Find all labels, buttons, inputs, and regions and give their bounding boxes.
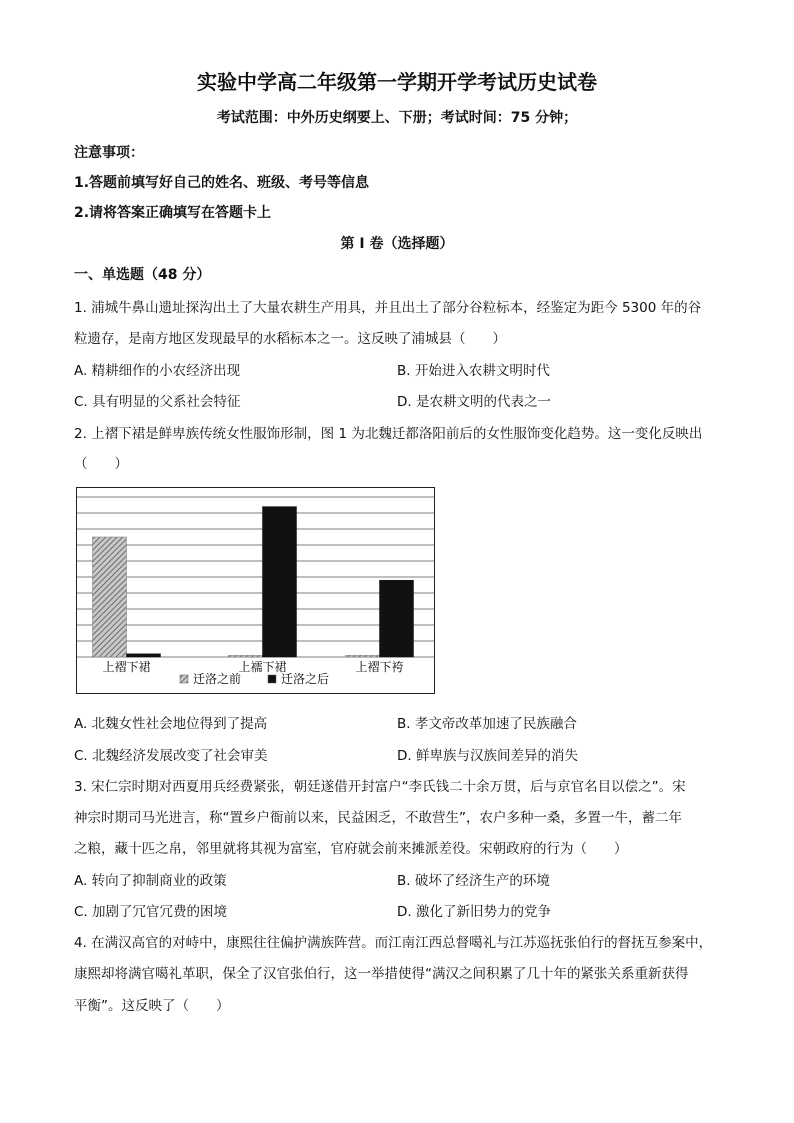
option-a[interactable]: A. 北魏女性社会地位得到了提高	[74, 716, 268, 732]
legend-swatch	[180, 675, 188, 683]
legend-label: 迁洛之前	[193, 672, 242, 686]
x-tick-label: 上襦下裙	[238, 660, 287, 674]
page-title: 实验中学高二年级第一学期开学考试历史试卷	[197, 70, 597, 94]
x-tick-label: 上褶下裙	[102, 660, 151, 674]
notice-item: 1.答题前填写好自己的姓名、班级、考号等信息	[74, 175, 370, 191]
option-d[interactable]: D. 鲜卑族与汉族间差异的消失	[397, 748, 578, 764]
clothing-trend-chart	[76, 487, 436, 695]
option-a[interactable]: A. 转向了抑制商业的政策	[74, 873, 227, 889]
bar-after	[263, 507, 297, 657]
bar-after	[127, 654, 161, 657]
x-tick-label: 上褶下袴	[355, 660, 404, 674]
question-line: 之粮，藏十匹之帛，邻里就将其视为富室，官府就会前来摊派差役。宋朝政府的行为（ ）	[74, 841, 628, 857]
option-b[interactable]: B. 开始进入农耕文明时代	[397, 363, 550, 379]
option-d[interactable]: D. 是农耕文明的代表之一	[397, 394, 551, 410]
part-title: 一、单选题（48 分）	[74, 267, 211, 283]
bar-before	[93, 537, 127, 657]
option-c[interactable]: C. 加剧了冗官冗费的困境	[74, 904, 228, 920]
option-c[interactable]: C. 北魏经济发展改变了社会审美	[74, 748, 268, 764]
question-line: （ ）	[74, 456, 128, 472]
question-line: 1. 浦城牛鼻山遗址探沟出土了大量农耕生产用具，并且出土了部分谷粒标本，经鉴定为距今 5300 年的谷	[74, 300, 702, 316]
volume-title: 第 I 卷（选择题）	[340, 236, 454, 252]
question-line: 平衡”。这反映了（ ）	[74, 998, 230, 1014]
option-a[interactable]: A. 精耕细作的小农经济出现	[74, 363, 241, 379]
exam-scope: 考试范围：中外历史纲要上、下册；考试时间：75 分钟；	[216, 110, 578, 126]
legend-swatch	[268, 675, 276, 683]
question-line: 康熙却将满官噶礼革职，保全了汉官张伯行，这一举措使得“满汉之间积累了几十年的紧张关系重新获得	[74, 966, 689, 982]
option-d[interactable]: D. 激化了新旧势力的党争	[397, 904, 551, 920]
question-line: 粒遗存，是南方地区发现最早的水稻标本之一。这反映了浦城县（ ）	[74, 331, 506, 347]
option-c[interactable]: C. 具有明显的父系社会特征	[74, 394, 241, 410]
question-line: 3. 宋仁宗时期对西夏用兵经费紧张，朝廷遂借开封富户“李氏钱二十余万贯，后与京官名目以偿之”。宋	[74, 779, 686, 795]
bar-after	[380, 580, 414, 657]
legend-label: 迁洛之后	[281, 672, 330, 686]
question-line: 神宗时期司马光进言，称“置乡户衙前以来，民益困乏，不敢营生”，农户多种一桑，多置一牛，蓄二年	[74, 810, 682, 826]
question-line: 2. 上褶下裙是鲜卑族传统女性服饰形制，图 1 为北魏迁都洛阳前后的女性服饰变化趋势。这一变化反映出	[74, 426, 703, 442]
option-b[interactable]: B. 破坏了经济生产的环境	[397, 873, 550, 889]
bar-before	[346, 655, 380, 657]
option-b[interactable]: B. 孝文帝改革加速了民族融合	[397, 716, 577, 732]
question-line: 4. 在满汉高官的对峙中，康熙往往偏护满族阵营。而江南江西总督噶礼与江苏巡抚张伯行的督抚互参案中，	[74, 935, 713, 951]
notice-item: 2.请将答案正确填写在答题卡上	[74, 205, 272, 221]
bar-before	[229, 655, 263, 657]
notice-heading: 注意事项：	[74, 145, 144, 161]
